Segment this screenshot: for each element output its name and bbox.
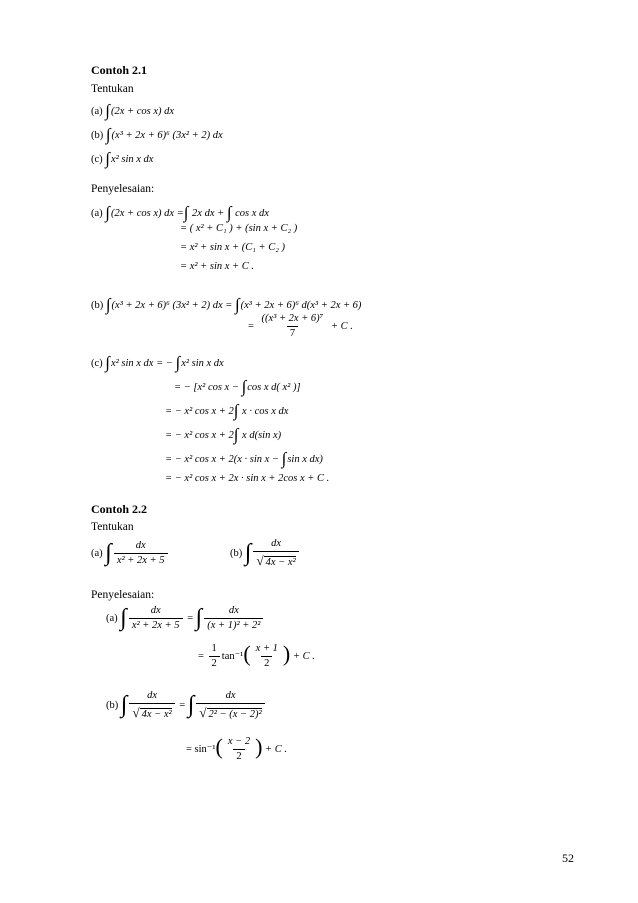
solution-b-line2: = $\frac{\text{((x³ + 2x + 6)⁷}}{7}$ + C . <box>248 313 353 339</box>
example-prompt: Tentukan <box>91 83 134 95</box>
sqrt-sign: √ <box>199 704 207 720</box>
problem-b: (b) ∫(x³ + 2x + 6)⁶ (3x² + 2) dx <box>91 125 223 144</box>
fraction: $\frac{dx}{\text{x² + 2x + 5}}$ <box>129 606 183 631</box>
example-heading: Contoh 2.2 <box>91 502 148 516</box>
solution-b-line1: (b) ∫(x³ + 2x + 6)⁶ (3x² + 2) dx = ∫(x³ + 2x + 6)⁶ d(x³ + 2x + 6) <box>91 295 362 314</box>
fraction: $\frac{dx}{\text{√ 4x − x²}}$ <box>253 539 298 568</box>
solution-label: Penyelesaian: <box>91 589 155 601</box>
solution-2a-line2: = $\frac{1}{2}$ tan⁻¹( $\frac{x + 1}{2}$ ) + C . <box>198 641 315 669</box>
solution-2a-line1: (a) ∫ $\frac{dx}{\text{x² + 2x + 5}}$ = ∫ $\frac{dx}{\text{(x + 1)² + 2²}}$ <box>106 602 265 631</box>
fraction: $\frac{dx}{\text{√ 2² − (x − 2)²}}$ <box>196 691 264 720</box>
fraction: $\frac{x + 1}{2}$ <box>255 643 278 669</box>
solution-c-line3: = − x² cos x + 2∫ x · cos x dx <box>165 401 289 420</box>
example-prompt: Tentukan <box>91 521 134 533</box>
solution-a-line2: = ( x² + C₁ ) + (sin x + C₂ ) <box>180 223 298 234</box>
solution-c-line1: (c) ∫x² sin x dx = − ∫x² sin x dx <box>91 353 224 372</box>
integral-sign: ∫ <box>105 101 110 120</box>
problem-a: (a) ∫(2x + cos x) dx <box>91 101 175 120</box>
fraction: $\frac{dx}{\text{√ 4x − x²}}$ <box>129 691 174 720</box>
example-heading: Contoh 2.1 <box>91 63 148 77</box>
solution-c-line2: = − [x² cos x − ∫cos x d( x² )] <box>174 377 301 396</box>
integral-sign: ∫ <box>105 125 111 144</box>
solution-c-line5: = − x² cos x + 2(x · sin x − ∫sin x dx) <box>165 449 323 468</box>
solution-c-line6: = − x² cos x + 2x · sin x + 2cos x + C . <box>165 473 330 484</box>
fraction: $\frac{1}{2}$ <box>209 644 220 669</box>
solution-a-line4: = x² + sin x + C . <box>180 261 254 272</box>
problem-2b: (b) ∫ $\frac{dx}{\text{√ 4x − x²}}$ <box>230 537 301 568</box>
solution-a-line3: = x² + sin x + (C₁ + C₂ ) <box>180 242 285 253</box>
page-number: 52 <box>562 851 574 865</box>
solution-a-line1: (a) ∫(2x + cos x) dx =∫ 2x dx + ∫ cos x dx <box>91 203 269 222</box>
fraction: $\frac{x - 2}{2}$ <box>227 736 251 762</box>
problem-2a: (a) ∫ $\frac{dx}{\text{x² + 2x + 5}}$ <box>91 537 170 566</box>
fraction: $\frac{dx}{\text{(x + 1)² + 2²}}$ <box>204 606 263 631</box>
problem-c: (c) ∫x² sin x dx <box>91 149 154 168</box>
solution-2b-line2: = sin⁻¹( $\frac{x - 2}{2}$ ) + C . <box>186 734 287 762</box>
integral-sign: ∫ <box>105 149 110 168</box>
solution-2b-line1: (b) ∫ $\frac{dx}{\text{√ 4x − x²}}$ = ∫ $\frac{dx}{\text{√ 2² − (x − 2)²}}$ <box>106 689 267 720</box>
sqrt-sign: √ <box>256 552 264 568</box>
solution-c-line4: = − x² cos x + 2∫ x d(sin x) <box>165 425 282 444</box>
solution-label: Penyelesaian: <box>91 183 155 195</box>
fraction: $\frac{dx}{\text{x² + 2x + 5}}$ <box>114 541 168 566</box>
fraction: $\frac{\text{((x³ + 2x + 6)⁷}}{7}$ <box>261 313 324 339</box>
sqrt-sign: √ <box>132 704 140 720</box>
